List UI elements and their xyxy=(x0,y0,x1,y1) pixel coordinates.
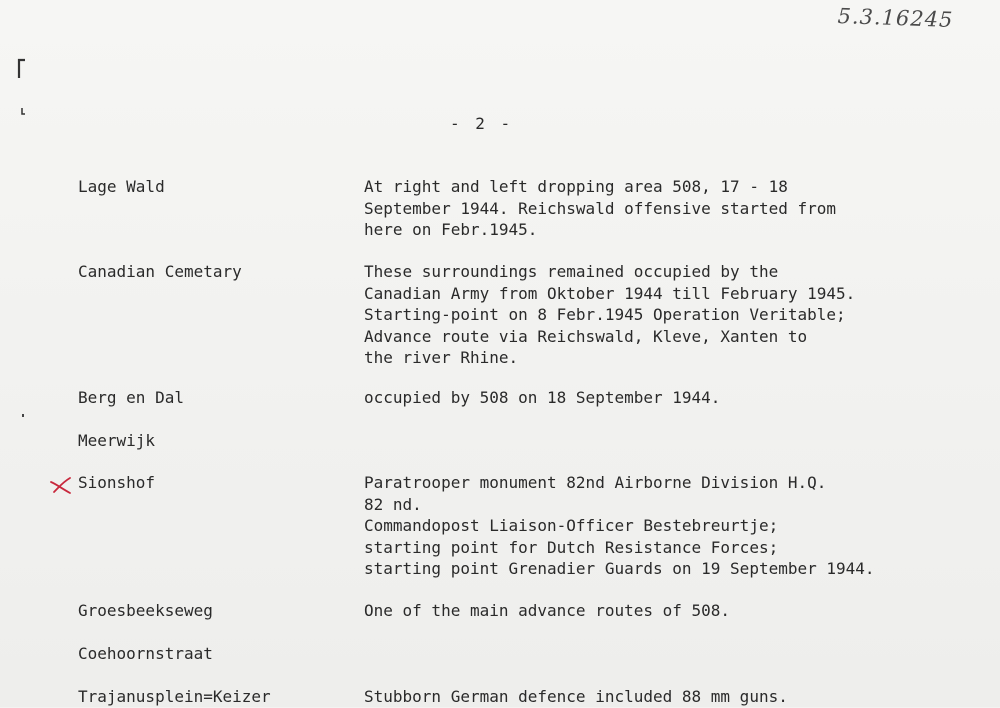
margin-speck xyxy=(22,414,24,417)
description-line: here on Febr.1945. xyxy=(364,220,538,239)
description-line: Canadian Army from Oktober 1944 till February 1945. xyxy=(364,283,856,303)
description-line: September 1944. Reichswald offensive started from xyxy=(364,198,837,218)
description-line: starting point for Dutch Resistance Forces; xyxy=(364,537,779,557)
description-line: Stubborn German defence included 88 mm guns. xyxy=(364,687,788,706)
entry-description xyxy=(364,261,984,369)
description-line: At right and left dropping area 508, 17 - 18 xyxy=(364,177,788,196)
binder-clip-mark xyxy=(16,58,28,118)
red-check-mark-icon xyxy=(50,476,72,494)
entry-description xyxy=(364,472,984,580)
description-line: These surroundings remained occupied by the xyxy=(364,262,779,281)
handwritten-catalog-number: 5.3.16245 xyxy=(837,4,954,33)
description-line: 82 nd. xyxy=(364,494,422,514)
entry-place: Coehoornstraat xyxy=(78,644,213,663)
description-line: One of the main advance routes of 508. xyxy=(364,601,731,620)
entry-description xyxy=(364,387,984,409)
description-line: Advance route via Reichswald, Kleve, Xanten to xyxy=(364,326,808,346)
entry-description xyxy=(364,600,984,622)
entry-place: Berg en Dal xyxy=(78,388,184,407)
page-number: - 2 - xyxy=(450,114,514,133)
entry-place: Sionshof xyxy=(78,473,156,492)
entry-place: Trajanusplein=Keizer xyxy=(78,687,271,706)
entry-description xyxy=(364,176,984,241)
entry-place: Groesbeekseweg xyxy=(78,601,213,620)
entry-place: Meerwijk xyxy=(78,431,156,450)
description-line: Starting-point on 8 Febr.1945 Operation Veritable; xyxy=(364,305,846,324)
description-line: Paratrooper monument 82nd Airborne Division H.Q. xyxy=(364,473,827,492)
entry-place: Canadian Cemetary xyxy=(78,262,242,281)
description-line: occupied by 508 on 18 September 1944. xyxy=(364,388,721,407)
entry-place: Lage Wald xyxy=(78,177,165,196)
description-line: Commandopost Liaison-Officer Bestebreurtje; xyxy=(364,516,779,535)
description-line: the river Rhine. xyxy=(364,348,519,367)
entry-description xyxy=(364,686,984,708)
description-line: starting point Grenadier Guards on 19 September 1944. xyxy=(364,559,875,578)
